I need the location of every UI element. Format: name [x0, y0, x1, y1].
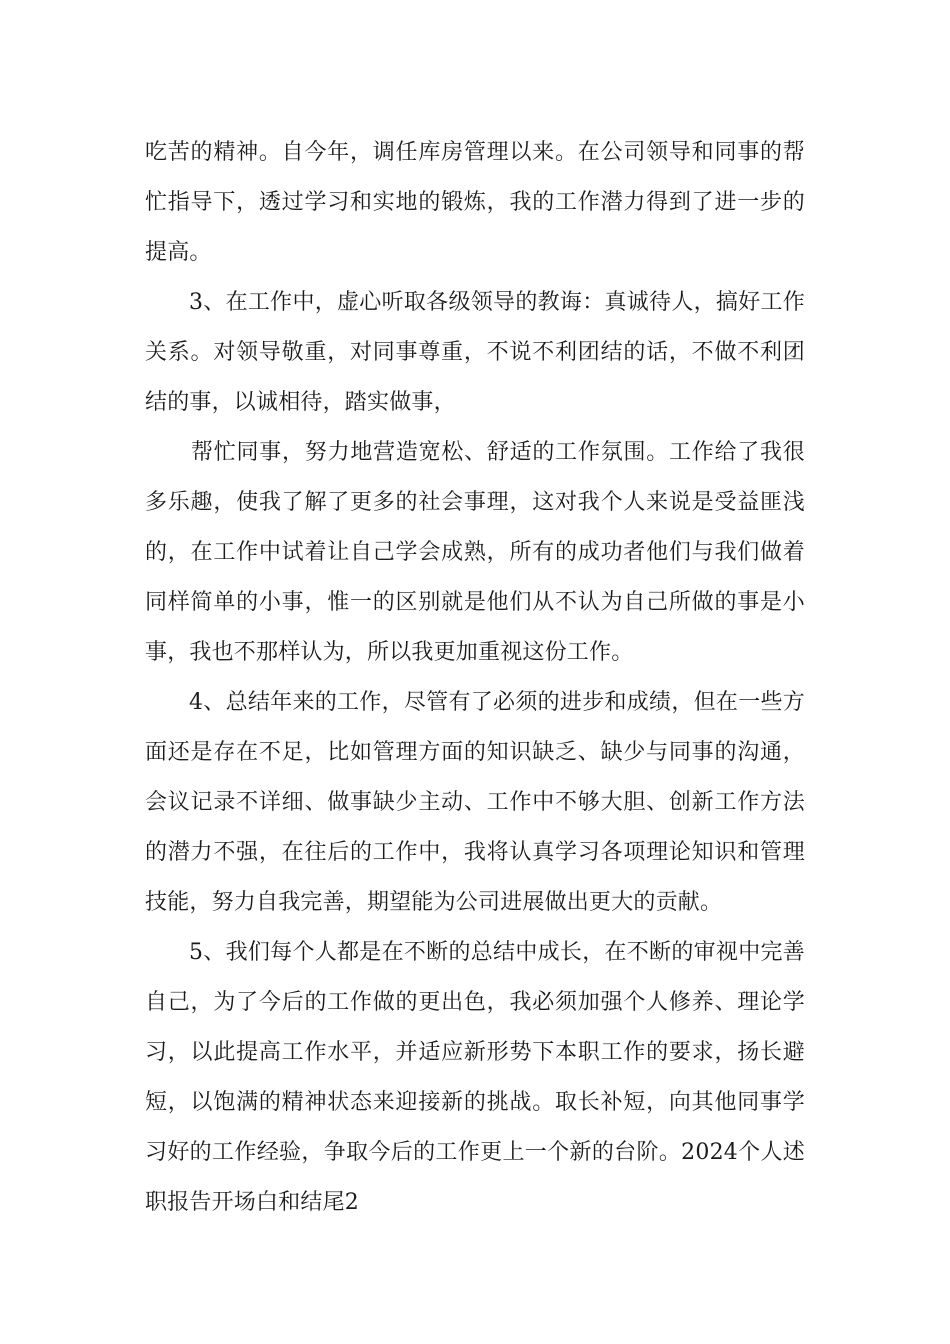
body-text — [145, 128, 805, 1228]
text-line: 事，我也不那样认为，所以我更加重视这份工作。 — [145, 640, 634, 665]
text-line: 会议记录不详细、做事缺少主动、工作中不够大胆、创新工作方法 — [145, 790, 805, 815]
text-line: 3、在工作中，虚心听取各级领导的教诲：真诚待人，搞好工作 — [189, 290, 805, 315]
text-line: 提高。 — [145, 240, 212, 265]
text-line: 自己，为了今后的工作做的更出色，我必须加强个人修养、理论学 — [145, 990, 805, 1015]
text-line: 习好的工作经验，争取今后的工作更上一个新的台阶。2024个人述 — [145, 1140, 805, 1165]
text-line: 忙指导下，透过学习和实地的锻炼，我的工作潜力得到了进一步的 — [145, 190, 805, 215]
text-line: 结的事，以诚相待，踏实做事， — [145, 390, 456, 415]
text-line: 职报告开场白和结尾2 — [145, 1190, 359, 1215]
text-line: 吃苦的精神。自今年，调任库房管理以来。在公司领导和同事的帮 — [145, 140, 805, 165]
text-line: 技能，努力自我完善，期望能为公司进展做出更大的贡献。 — [145, 890, 723, 915]
text-line: 面还是存在不足，比如管理方面的知识缺乏、缺少与同事的沟通， — [145, 740, 805, 765]
text-line: 同样简单的小事，惟一的区别就是他们从不认为自己所做的事是小 — [145, 590, 805, 615]
text-line: 帮忙同事，努力地营造宽松、舒适的工作氛围。工作给了我很 — [191, 440, 805, 465]
text-line: 的潜力不强，在往后的工作中，我将认真学习各项理论知识和管理 — [145, 840, 805, 865]
text-line: 的，在工作中试着让自己学会成熟，所有的成功者他们与我们做着 — [145, 540, 805, 565]
text-line: 关系。对领导敬重，对同事尊重，不说不利团结的话，不做不利团 — [145, 340, 805, 365]
text-line: 多乐趣，使我了解了更多的社会事理，这对我个人来说是受益匪浅 — [145, 490, 805, 515]
text-line: 短，以饱满的精神状态来迎接新的挑战。取长补短，向其他同事学 — [145, 1090, 805, 1115]
text-line: 5、我们每个人都是在不断的总结中成长，在不断的审视中完善 — [189, 940, 805, 965]
text-line: 4、总结年来的工作，尽管有了必须的进步和成绩，但在一些方 — [189, 690, 805, 715]
text-line: 习，以此提高工作水平，并适应新形势下本职工作的要求，扬长避 — [145, 1040, 805, 1065]
